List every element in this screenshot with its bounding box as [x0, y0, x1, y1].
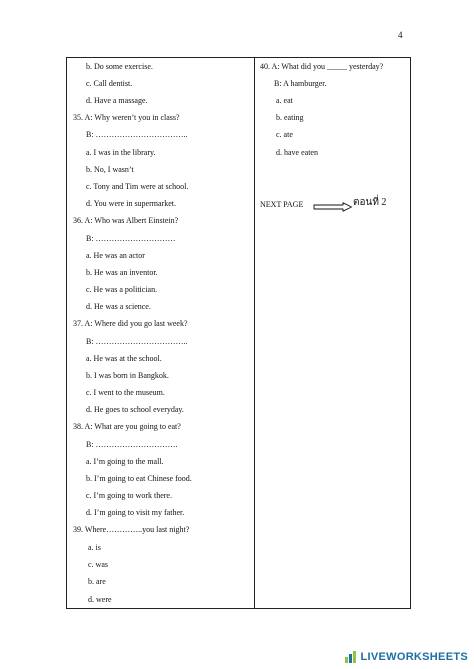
- next-page-label: NEXT PAGE: [260, 200, 304, 209]
- page-number: 4: [398, 30, 403, 40]
- q34-option-d: d. Have a massage.: [86, 96, 148, 105]
- q34-option-b: b. Do some exercise.: [86, 62, 153, 71]
- q40-question: 40. A: What did you _____ yesterday?: [260, 62, 384, 71]
- q36-option-b: b. He was an inventor.: [86, 268, 158, 277]
- q37-option-a: a. He was at the school.: [86, 354, 162, 363]
- q40-option-d: d. have eaten: [276, 148, 318, 157]
- q40-option-c: c. ate: [276, 130, 293, 139]
- q38-option-c: c. I’m going to work there.: [86, 491, 172, 500]
- q38-question: 38. A: What are you going to eat?: [73, 422, 181, 431]
- q35-question: 35. A: Why weren’t you in class?: [73, 113, 180, 122]
- q35-option-a: a. I was in the library.: [86, 148, 156, 157]
- liveworksheets-logo: [345, 650, 469, 664]
- q38-option-a: a. I’m going to the mall.: [86, 457, 164, 466]
- q36-option-c: c. He was a politician.: [86, 285, 158, 294]
- q38-option-d: d. I’m going to visit my father.: [86, 508, 185, 517]
- q40-answer: B: A hamburger.: [274, 79, 327, 88]
- q37-answer-blank: B: ……………………………..: [86, 337, 188, 346]
- q37-question: 37. A: Where did you go last week?: [73, 319, 188, 328]
- q38-answer-blank: B: ………………………….: [86, 440, 178, 449]
- q34-option-c: c. Call dentist.: [86, 79, 133, 88]
- q37-option-d: d. He goes to school everyday.: [86, 405, 184, 414]
- q38-option-b: b. I’m going to eat Chinese food.: [86, 474, 192, 483]
- q36-answer-blank: B: …………………………: [86, 234, 176, 243]
- q35-option-b: b. No, I wasn’t: [86, 165, 134, 174]
- next-page-target: ตอนที่ 2: [353, 197, 387, 208]
- q39-option-a: a. is: [88, 543, 101, 552]
- liveworksheets-mark-icon: [345, 651, 357, 663]
- q36-question: 36. A: Who was Albert Einstein?: [73, 216, 179, 225]
- q35-option-c: c. Tony and Tim were at school.: [86, 182, 189, 191]
- q39-question: 39. Where…………..you last night?: [73, 525, 190, 534]
- q40-option-b: b. eating: [276, 113, 304, 122]
- q39-option-b: b. are: [88, 577, 106, 586]
- right-arrow-icon: [313, 202, 353, 212]
- q39-option-d: d. were: [88, 595, 112, 604]
- q39-option-c: c. was: [88, 560, 108, 569]
- q37-option-c: c. I went to the museum.: [86, 388, 165, 397]
- q35-answer-blank: B: ……………………………..: [86, 130, 188, 139]
- footer: [0, 642, 474, 669]
- q35-option-d: d. You were in supermarket.: [86, 199, 176, 208]
- column-divider: [254, 57, 255, 608]
- q40-option-a: a. eat: [276, 96, 293, 105]
- liveworksheets-wordmark: LIVEWORKSHEETS: [360, 651, 468, 663]
- q36-option-a: a. He was an actor: [86, 251, 145, 260]
- q37-option-b: b. I was born in Bangkok.: [86, 371, 169, 380]
- q36-option-d: d. He was a science.: [86, 302, 151, 311]
